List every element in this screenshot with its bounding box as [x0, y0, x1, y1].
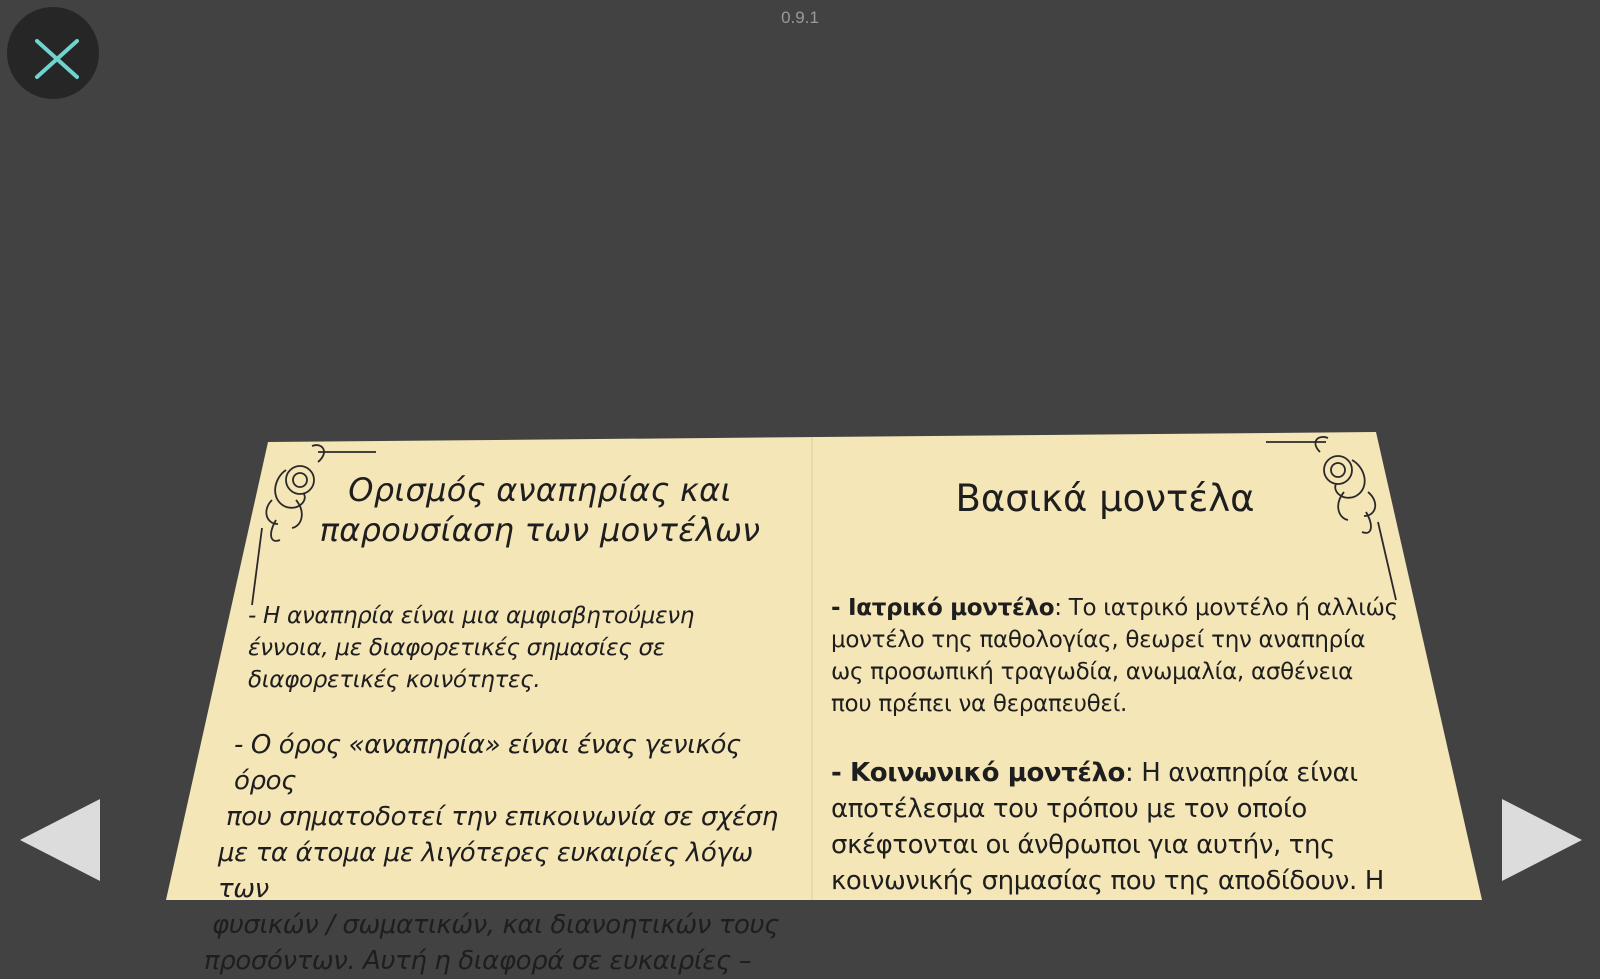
close-button[interactable]	[7, 7, 99, 99]
right-page-title: Βασικά μοντέλα	[955, 477, 1255, 520]
text-line: διαφορετικές κοινότητες.	[248, 667, 541, 693]
close-x-icon	[7, 7, 99, 99]
left-page-paragraph-1	[248, 600, 748, 696]
triangle-left-icon	[16, 795, 106, 885]
version-label: 0.9.1	[781, 8, 819, 27]
text-line: - Η αναπηρία είναι μια αμφισβητούμενη	[248, 603, 695, 629]
text-line: μοντέλο της παθολογίας, θεωρεί την αναπηρία	[831, 627, 1366, 653]
left-page-title	[290, 470, 790, 550]
left-page-title-line: παρουσίαση των μοντέλων	[319, 511, 761, 549]
left-page-paragraph-2	[204, 727, 804, 979]
text-line: που σηματοδοτεί την επικοινωνία σε σχέση	[226, 802, 778, 832]
text-line: - Ο όρος «αναπηρία» είναι ένας γενικός όρος	[234, 730, 741, 796]
text-line: ως προσωπική τραγωδία, ανωμαλία, ασθένεια	[831, 659, 1354, 685]
text-line: που πρέπει να θεραπευθεί.	[831, 691, 1128, 717]
text-line: προσόντων. Αυτή η διαφορά σε ευκαιρίες –	[204, 946, 752, 976]
text-line: φυσικών / σωματικών, και διανοητικών τους	[212, 910, 779, 940]
social-model-term: - Κοινωνικό μοντέλο	[831, 758, 1126, 788]
triangle-right-icon	[1496, 795, 1586, 885]
text-span: : Το ιατρικό μοντέλο ή αλλιώς	[1054, 595, 1398, 621]
text-line: σκέφτονται οι άνθρωποι για αυτήν, της	[831, 830, 1335, 860]
right-page-paragraph-2	[831, 755, 1431, 899]
text-line	[831, 592, 1411, 624]
text-span: : Η αναπηρία είναι	[1125, 758, 1358, 788]
text-line	[831, 755, 1431, 791]
text-line: αποτέλεσμα του τρόπου με τον οποίο	[831, 794, 1307, 824]
left-page-title-line: Ορισμός αναπηρίας και	[348, 471, 732, 509]
text-line: έννοια, με διαφορετικές σημασίες σε	[248, 635, 665, 661]
previous-page-button[interactable]	[16, 795, 106, 890]
medical-model-term: - Ιατρικό μοντέλο	[831, 595, 1055, 621]
text-line: κοινωνικής σημασίας που της αποδίδουν. Η	[831, 866, 1384, 896]
text-line: με τα άτομα με λιγότερες ευκαιρίες λόγω των	[218, 838, 753, 904]
right-page-paragraph-1	[831, 592, 1411, 720]
next-page-button[interactable]	[1496, 795, 1586, 890]
